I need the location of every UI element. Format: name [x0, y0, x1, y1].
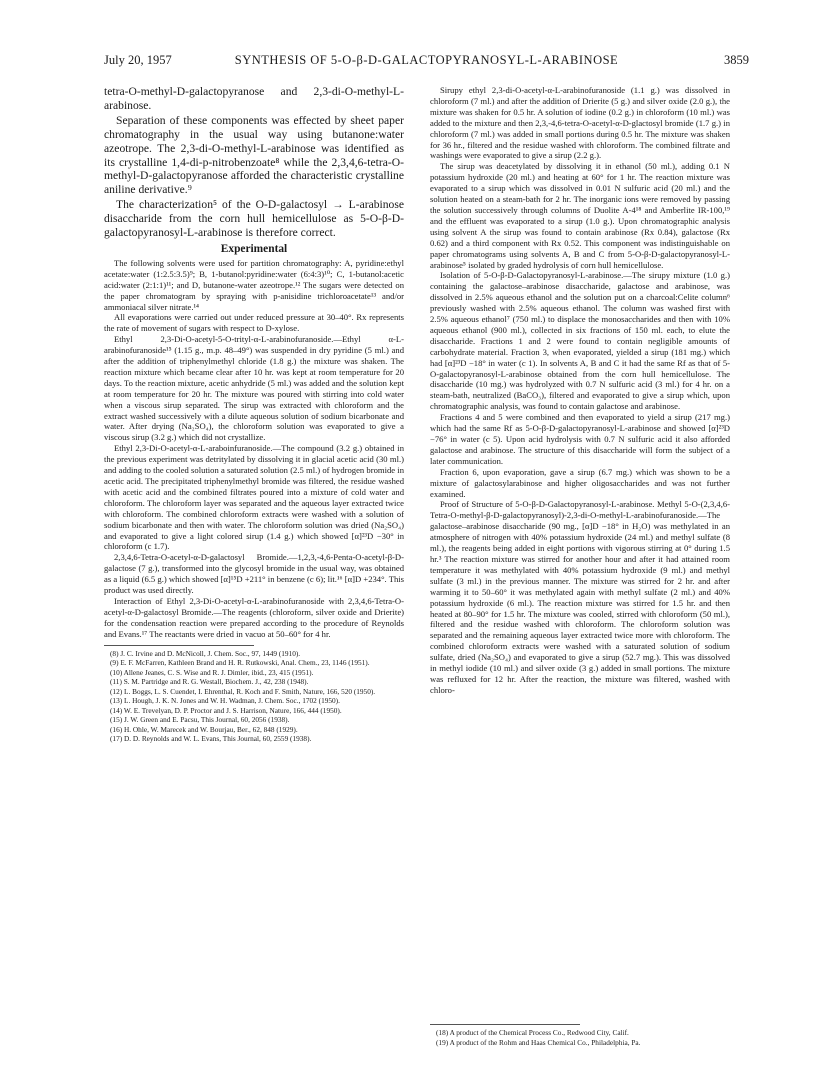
reference-item: (15) J. W. Green and E. Pacsu, This Journal, 60, 2056 (1938). — [110, 715, 290, 725]
footnotes — [430, 1024, 730, 1047]
left-column — [104, 85, 404, 744]
header-page-number: 3859 — [724, 53, 749, 67]
reference-item: (13) L. Hough, J. K. N. Jones and W. H. Wadman, J. Chem. Soc., 1702 (1950). — [110, 696, 340, 706]
body-paragraph: Ethyl 2,3-Di-O-acetyl-α-L-araboinfuranoside.—The compound (3.2 g.) obtained in the previous experiment was detritylated by dissolving it in glacial acetic acid (30 ml.) and adding to the cooled solution a saturated solution (2.5 ml.) of hydrogen bromide in acetic acid. The precipitated triphenylmethyl bromide was filtered, the residue washed with acetic acid and the combined filtrates poured into a mixture of cold water and chloroform. The chloroform layer was separated and the aqueous layer extracted twice with chloroform. The combined chloroform extracts were washed with a solution of sodium bicarbonate and then with water. The chloroform solution was dried (Na₂SO₄) and evaporated to give a light colored sirup (1.4 g.) which showed [α]²³D −30° in chloroform (c 1.7). — [104, 443, 404, 552]
footnote-item: (19) A product of the Rohm and Haas Chemical Co., Philadelphia, Pa. — [436, 1037, 641, 1047]
lead-paragraph: tetra-O-methyl-D-galactopyranose and 2,3-di-O-methyl-L-arabinose. — [104, 85, 404, 112]
reference-item: (12) L. Boggs, L. S. Cuendet, I. Ehrenthal, R. Koch and F. Smith, Nature, 166, 520 (1950). — [110, 686, 376, 696]
body-paragraph: Isolation of 5-O-β-D-Galactopyranosyl-L-arabinose.—The sirupy mixture (1.0 g.) containing the galactose–arabinose disaccharide, galactose and arabinose, was dissolved in 2.5% aqueous ethanol and the solution put on a charcoal:Celite column⁶ previously washed with 2.5% aqueous ethanol. The column was washed first with 2.5% aqueous ethanol⁷ (750 ml.) to displace the monosaccharides and then with 10% aqueous ethanol (900 ml.), collected in six fractions of 150 ml. each, to elute the disaccharide. Fractions 1 and 2 were found to contain negligible amounts of carbohydrate material. Fraction 3, when evaporated, yielded a sirup (181 mg.) which had [α]²³D −18° in water (c 1). In solvents A, B and C it had the same Rf as that of 5-O-galactopyranosyl-L-arabinose obtained from the corn hull hemicellulose. The disaccharide (10 mg.) was hydrolyzed with 0.7 N sulfuric acid (3 ml.) for 4 hr. on a steam-bath, neutralized (BaCO₃), filtered and evaporated to give a sirup which, upon chromatographic analysis, was found to contain galactose and arabinose. — [430, 270, 730, 412]
body-paragraph: The sirup was deacetylated by dissolving it in ethanol (50 ml.), adding 0.1 N potassium hydroxide (20 ml.) and heating at 60° for 1 hr. The reaction mixture was evaporated to a sirup which was dissolved in 0.01 N sulfuric acid (20 ml.) and the solution heated on a steam-bath for 2 hr. The inorganic ions were removed by passing the solution successively through columns of Duolite A-4¹⁸ and Amberlite IR-100,¹⁹ and the effluent was evaporated to a sirup (1.0 g.). Upon chromatographic analysis using solvent A the sirup was found to contain arabinose (Rx 0.84), galactose (Rx 0.62) and a third component with Rx 0.52. This component was indistinguishable on paper chromatograms using solvents A, B and C from 5-O-β-D-galactopyranosyl-L-arabinose⁵ isolated by graded hydrolysis of corn hull hemicellulose. — [430, 161, 730, 270]
reference-item: (9) E. F. McFarren, Kathleen Brand and H. R. Rutkowski, Anal. Chem., 23, 1146 (1951). — [110, 658, 370, 668]
body-paragraph: Sirupy ethyl 2,3-di-O-acetyl-α-L-arabinofuranoside (1.1 g.) was dissolved in chloroform (7 ml.) and after the addition of Drierite (5 g.) and silver oxide (2.0 g.), the mixture was shaken for 0.5 hr. A solution of iodine (0.2 g.) in chloroform (10 ml.) was added to the mixture and then 2,3,-4,6-tetra-O-acetyl-α-D-glactosyl bromide (1.7 g.) in chloroform (7 ml.) was added in small portions during 0.5 hr. The mixture was shaken for 36 hr., filtered and the residue washed with chloroform. The combined filtrate and washings were evaporated to give a sirup (2.2 g.). — [430, 85, 730, 161]
reference-item: (17) D. D. Reynolds and W. L. Evans, This Journal, 60, 2559 (1938). — [110, 734, 312, 744]
lead-paragraph: The characterization⁵ of the O-D-galactosyl → L-arabinose disaccharide from the corn hull hemicellulose as 5-O-β-D-galactopyranosyl-L-arabinose is therefore correct. — [104, 198, 404, 240]
body-paragraph: 2,3,4,6-Tetra-O-acetyl-α-D-galactosyl Bromide.—1,2,3,-4,6-Penta-O-acetyl-β-D-galactose (7 g.), transformed into the glycosyl bromide in the usual way, was obtained as a liquid (6.5 g.) which showed [α]¹⁵D +211° in benzene (c 6); lit.¹⁶ [α]D +234°. This product was used directly. — [104, 552, 404, 596]
reference-item: (10) Allene Jeanes, C. S. Wise and R. J. Dimler, ibid., 23, 415 (1951). — [110, 667, 314, 677]
reference-item: (8) J. C. Irvine and D. McNicoll, J. Chem. Soc., 97, 1449 (1910). — [110, 648, 301, 658]
body-paragraph: Fractions 4 and 5 were combined and then evaporated to yield a sirup (217 mg.) which had the same Rf as 5-O-β-D-galactopyranosyl-L-arabinose and showed [α]²³D −76° in water (c 5). Upon acid hydrolysis with 0.7 N sulfuric acid it also afforded galactose and arabinose. The structure of this disaccharide will form the subject of a later communication. — [430, 412, 730, 466]
header-title: SYNTHESIS OF 5-O-β-D-GALACTOPYRANOSYL-L-ARABINOSE — [234, 53, 619, 67]
header-date: July 20, 1957 — [104, 53, 172, 67]
footnote-rule — [430, 1024, 580, 1025]
section-heading-experimental: Experimental — [220, 242, 288, 255]
reference-item: (16) H. Ohle, W. Marecek and W. Bourjau, Ber., 62, 848 (1929). — [110, 724, 298, 734]
body-paragraph: Interaction of Ethyl 2,3-Di-O-acetyl-α-L-arabinofuranoside with 2,3,4,6-Tetra-O-acetyl-α-D-galactosyl Bromide.—The reagents (chloroform, silver oxide and Drierite) for the condensation reaction were prepared according to the procedure of Reynolds and Evans.¹⁷ The reactants were dried in vacuo at 50–60° for 4 hr. — [104, 595, 404, 639]
right-column — [430, 85, 730, 696]
footnote-item: (18) A product of the Chemical Process Co., Redwood City, Calif. — [436, 1028, 629, 1037]
running-header — [104, 53, 749, 71]
body-paragraph: The following solvents were used for partition chromatography: A, pyridine:ethyl acetate:water (1:2.5:3.5)⁹; B, 1-butanol:pyridine:water (6:4:3)¹⁰; C, 1-butanol:acetic acid:water (2:1:1)¹¹; and D, butanone-water azeotrope.¹² The sugars were detected on the paper chromatogram by spraying with p-anisidine trichloroacetate¹³ and/or ammoniacal silver nitrate.¹⁴ — [104, 257, 404, 312]
lead-paragraph: Separation of these components was effected by sheet paper chromatography in the usual way using butanone:water azeotrope. The 2,3-di-O-methyl-L-arabinose was identified as its crystalline 1,4-di-p-nitrobenzoate⁸ while the 2,3,4,6-tetra-O-methyl-D-galactopyranose afforded the characteristic crystalline aniline derivative.⁹ — [104, 113, 404, 197]
body-paragraph: Proof of Structure of 5-O-β-D-Galactopyranosyl-L-arabinose. Methyl 5-O-(2,3,4,6-Tetra-O-methyl-β-D-galactopyranosyl)-2,3-di-O-methyl-L-arabinofuranoside.—The galactose–arabinose disaccharide (90 mg., [α]D −18° in H₂O) was methylated in an atmosphere of nitrogen with 40% potassium hydroxide (24 ml.) and methyl sulfate (8 ml.), the reagents being added in eight portions with vigorous stirring at 0° during 1.5 hr.³ The reaction mixture was stirred for another hour and after it had attained room temperature it was methylated with 40% potassium hydroxide (9 ml.) and methyl sulfate (3 ml.) in the previous manner. The mixture was stirred for 2 hr. and after warming it to 50–60° it was methylated again with methyl sulfate (2 ml.) and 40% potassium hydroxide (6 ml.). The reaction mixture was stirred for 1.5 hr. and then heated at 80–90° for 1.5 hr. The mixture was cooled, stirred with chloroform (50 ml.), filtered and the residue washed with chloroform. The chloroform solution was separated and the remaining aqueous layer extracted twice more with chloroform. The combined chloroform extracts were washed with a saturated solution of sodium sulfate, dried (Na₂SO₄) and evaporated to give a sirup (52.7 mg.). This was dissolved in methyl iodide (10 ml.) and silver oxide (3 g.) added in small portions. The mixture was refluxed for 12 hr. After the reaction, the mixture was filtered, washed with chloro- — [430, 499, 730, 695]
reference-item: (11) S. M. Partridge and R. G. Westall, Biochem. J., 42, 238 (1948). — [110, 677, 309, 687]
body-paragraph: Ethyl 2,3-Di-O-acetyl-5-O-trityl-α-L-arabinofuranoside.—Ethyl α-L-arabinofuranoside¹⁵ (1.15 g., m.p. 48–49°) was suspended in dry pyridine (5 ml.) and after the addition of triphenylmethyl chloride (1.8 g.) the mixture was shaken. The reaction mixture which became clear after 10 hr. was kept at room temperature for 20 days. To the reaction mixture, acetic anhydride (5 ml.) was added and the solution kept at room temperature for 20 hr. The mixture was poured with stirring into cold water when a viscous sirup separated. The sirup was extracted with chloroform and the extract washed successively with a dilute aqueous solution of sodium bicarbonate and water. After drying (Na₂SO₄), the chloroform solution was evaporated to give a viscous sirup (3.2 g.) which did not crystallize. — [104, 334, 404, 443]
body-paragraph: Fraction 6, upon evaporation, gave a sirup (6.7 mg.) which was shown to be a mixture of galactosylarabinose and higher oligosaccharides and was not further examined. — [430, 466, 730, 499]
body-paragraph: All evaporations were carried out under reduced pressure at 30–40°. Rx represents the rate of movement of sugars with respect to D-xylose. — [104, 312, 404, 334]
reference-item: (14) W. E. Trevelyan, D. P. Proctor and J. S. Harrison, Nature, 166, 444 (1950). — [110, 705, 342, 715]
